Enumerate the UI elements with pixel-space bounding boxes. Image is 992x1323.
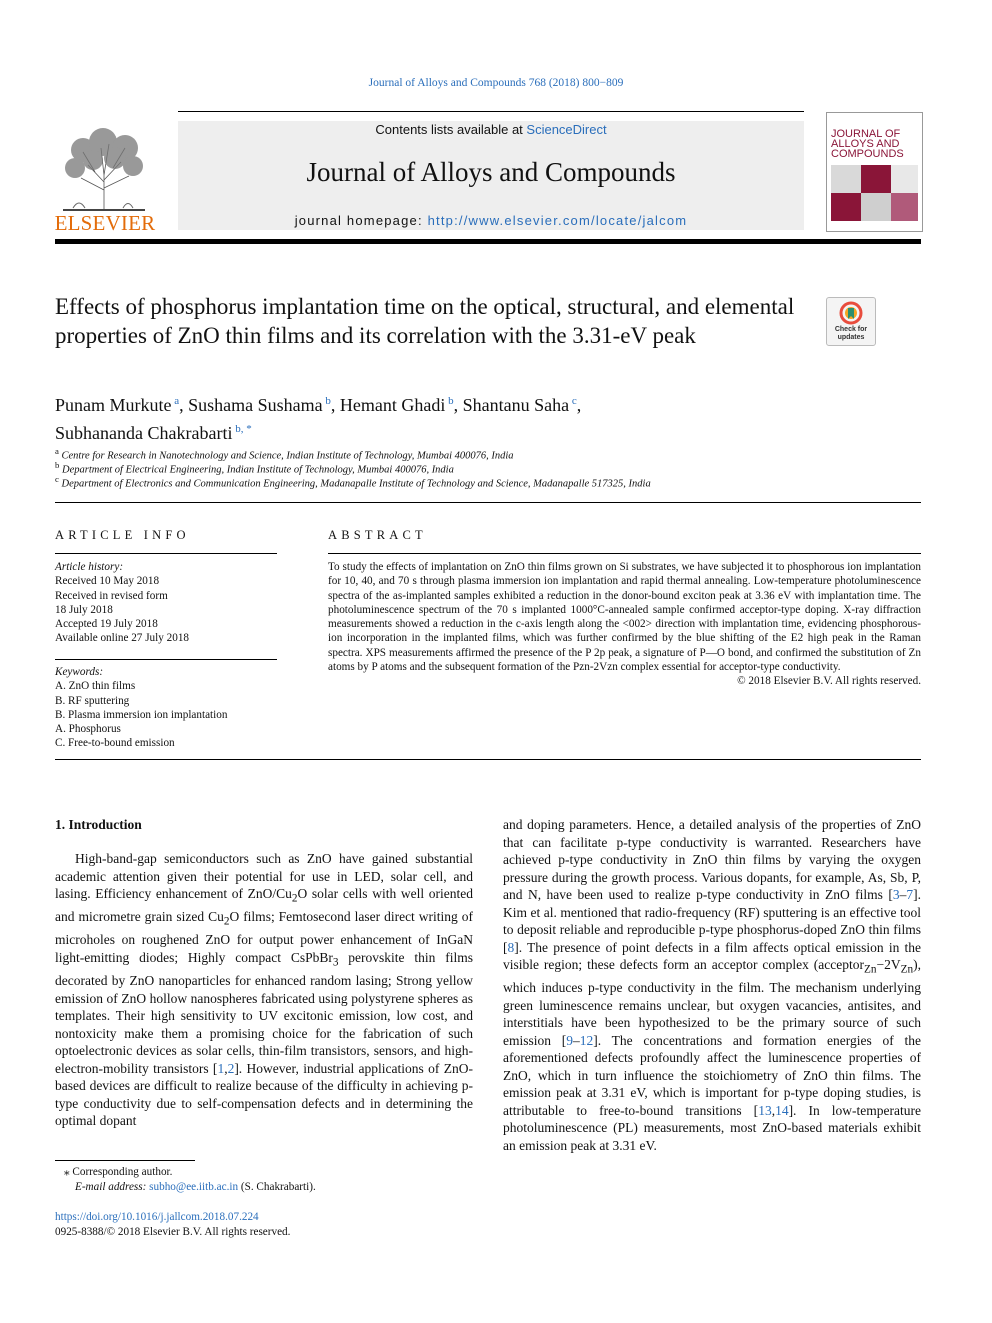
check-updates-label: Check for [834, 326, 868, 333]
author-affiliation-mark[interactable]: b [322, 395, 331, 407]
body-column-right [503, 816, 921, 1154]
keyword-item: B. Plasma immersion ion implantation [55, 708, 228, 721]
abstract [328, 560, 921, 689]
doi-link[interactable]: https://doi.org/10.1016/j.jallcom.2018.07.224 [55, 1211, 259, 1223]
citation-link[interactable]: 9 [566, 1032, 573, 1048]
citation-link[interactable]: 8 [507, 939, 515, 955]
bookmark-icon [839, 301, 863, 325]
check-for-updates-button[interactable] [826, 297, 876, 346]
header-thick-rule [55, 239, 921, 244]
cover-block [891, 193, 918, 221]
citation-link[interactable]: 2 [227, 1060, 235, 1076]
body-column-left [55, 850, 473, 1130]
history-item: Available online 27 July 2018 [55, 632, 190, 645]
author-name[interactable]: Sushama Sushama [188, 395, 323, 415]
history-label: Article history: [55, 561, 124, 573]
article-info-heading: ARTICLE INFO [55, 528, 190, 542]
article-history [55, 560, 277, 646]
cover-title: JOURNAL OF ALLOYS AND COMPOUNDS [831, 128, 904, 160]
cover-block [891, 165, 918, 193]
author-line: Punam Murkute $^a$, Sushama Sushama $^b$, Hemant Ghadi $^b$, Shantanu Saha $^c$, [55, 395, 582, 415]
elsevier-tree-logo [53, 120, 155, 218]
cover-block [861, 193, 891, 221]
divider [55, 659, 277, 660]
abstract-copyright: © 2018 Elsevier B.V. All rights reserved. [737, 675, 921, 688]
author-affiliation-mark[interactable]: c [569, 395, 577, 407]
cover-block [831, 193, 861, 221]
contents-line: Contents lists available at ScienceDirect [375, 122, 607, 137]
abstract-text: To study the effects of implantation on ZnO thin films grown on Si substrates, we have subjected it to phosphorous ion implantation for 10, 40, and 70 s through plasma immersion ion implantation and rapid thermal annealing. Low-temperature photoluminescence spectra of the as-implanted samples exhibited a reduction in the donor-bound exciton peak at 3.36 eV with implantation time. The photoluminescence spectrum of the 70 s implanted 1000°C-annealed sample confirmed acceptor-type doping. X-ray diffraction measurements showed a reduction in the c-axis length along the <002> direction with implantation time, evidencing phosphorous-ion incorporation in the implanted films, which was further confirmed by the blue shifting of the E2 high peak in the Raman spectra. XPS measurements affirmed the presence of the P 2p peak, a signature of P—O bond, and confirmed the substitution of Zn atoms by P atoms and the subsequent formation of the Pzn-2Vzn complex essential for acceptor-type conductivity. [328, 561, 921, 674]
author-name[interactable]: Punam Murkute [55, 395, 172, 415]
journal-banner [178, 121, 804, 230]
abstract-heading: ABSTRACT [328, 528, 427, 542]
divider [55, 502, 921, 503]
keyword-item: A. ZnO thin films [55, 680, 136, 693]
affiliation: $^a$ Centre for Research in Nanotechnology and Science, Indian Institute of Technology, Mumbai 400076, India [55, 446, 514, 462]
journal-citation[interactable]: Journal of Alloys and Compounds 768 (2018) 800−809 [368, 77, 624, 89]
homepage-link[interactable]: http://www.elsevier.com/locate/jalcom [427, 213, 688, 228]
body-paragraph: and doping parameters. Hence, a detailed analysis of the properties of ZnO that can facilitate p-type conductivity is warranted. Researchers have achieved p-type conductivity in ZnO thin films by varying the oxygen pressure during the growth process. Various dopants, for example, As, Sb, P, and N, have been used to realize p-type conductivity in ZnO films [3–7]. Kim et al. mentioned that radio-frequency (RF) sputtering is an effective tool to deposit reliable and reproducible p-type phosphorus-doped ZnO thin films [8]. The presence of point defects in a film affects optical emission in the visible region; these defects form an acceptor complex $(acceptor_{Zn}-2V_{Zn})$, which induces p-type conductivity in the film. The mechanism underlying green luminescence remains unclear, but oxygen vacancies, antisites, and interstitials have been hypothesized to be the primary source of such emission [9–12]. The concentrations and formation energies of the aforementioned defects profoundly affect the luminescence properties of ZnO, which in turn influence the stoichiometry of ZnO thin films. The emission peak at 3.31 eV, which is important for p-type doping studies, is attributable to free-to-bound transitions [13,14]. In low-temperature photoluminescence (PL) measurements, most ZnO-based materials exhibit an emission peak at 3.31 eV. [503, 817, 922, 1153]
article-title: Effects of phosphorus implantation time on the optical, structural, and elemental properties of ZnO thin films and its correlation with the 3.31-eV peak [55, 294, 795, 348]
homepage-line: journal homepage: http://www.elsevier.com/locate/jalcom [294, 213, 688, 228]
journal-cover[interactable] [826, 112, 923, 232]
author-line [55, 418, 815, 444]
author-name[interactable]: Subhananda Chakrabarti [55, 423, 233, 443]
author-affiliation-mark[interactable]: a [171, 395, 180, 407]
citation-link[interactable]: 1 [217, 1060, 225, 1076]
journal-title[interactable]: Journal of Alloys and Compounds [306, 157, 676, 187]
sciencedirect-link[interactable]: ScienceDirect [526, 122, 607, 137]
email-note: E-mail address: subho@ee.iitb.ac.in (S. Chakrabarti). [75, 1181, 316, 1193]
history-item: 18 July 2018 [55, 603, 113, 616]
issn-line: 0925-8388/© 2018 Elsevier B.V. All rights reserved. [55, 1226, 291, 1238]
keyword-item: C. Free-to-bound emission [55, 737, 175, 750]
footnote-rule [55, 1160, 195, 1161]
author-name[interactable]: Shantanu Saha [462, 395, 570, 415]
history-item: Received 10 May 2018 [55, 575, 160, 588]
section-heading: 1. Introduction [55, 817, 142, 832]
divider [328, 553, 921, 554]
check-updates-label: updates [837, 334, 865, 341]
citation-link[interactable]: 7 [906, 887, 914, 902]
keyword-item: B. RF sputtering [55, 694, 130, 707]
cover-block [861, 165, 891, 193]
author-affiliation-mark[interactable]: b, * [232, 423, 252, 435]
author-list [55, 390, 815, 444]
author-name[interactable]: Hemant Ghadi [339, 395, 446, 415]
body-paragraph: High-band-gap semiconductors such as ZnO have gained substantial academic attention given their potential for use in LED, solar cell, and lasing. Efficiency enhancement of ZnO/$Cu_2O$ solar cells with well oriented and micrometre grain sized $Cu_2O$ films; Femtosecond laser direct writing of microholes on roughened ZnO for output power enhancement of InGaN light-emitting diodes; Highly compact CsPbBr$_3$ perovskite thin films decorated by ZnO nanoparticles for enhanced random lasing; Strong yellow emission of ZnO hollow nanospheres fabricated using polystyrene spheres as templates. Their high sensitivity to UV excitonic emission, low cost, and nontoxicity make them a promising choice for the fabrication of such optoelectronic devices as solar cells, thin-film transistors, sensors, and high-electron-mobility transistors [1,2]. However, industrial applications of ZnO-based devices are difficult to realize because of the difficulty in achieving p-type conductivity due to self-compensation defects and in determining the optimal dopant [55, 851, 473, 1129]
keywords-label: Keywords: [55, 666, 104, 678]
history-item: Received in revised form [55, 589, 168, 602]
keyword-item: A. Phosphorus [55, 723, 121, 736]
author-affiliation-mark[interactable]: b [445, 395, 454, 407]
affiliation: $^c$ Department of Electronics and Communication Engineering, Madanapalle Institute of Technology and Science, Madanapalle 517325, India [55, 474, 651, 490]
citation-link[interactable]: 13 [758, 1102, 772, 1118]
keywords [55, 665, 277, 751]
header-rule [178, 111, 804, 112]
publisher-wordmark: ELSEVIER [54, 211, 156, 235]
cover-block [831, 165, 861, 193]
divider [55, 553, 277, 554]
history-item: Accepted 19 July 2018 [55, 618, 158, 631]
citation-link[interactable]: 12 [579, 1032, 594, 1048]
affiliation: $^b$ Department of Electrical Engineering, Indian Institute of Technology, Mumbai 400076, India [55, 460, 454, 476]
divider [55, 759, 921, 760]
citation-link[interactable]: 3 [892, 887, 900, 902]
citation-link[interactable]: 14 [775, 1102, 789, 1118]
email-link[interactable]: subho@ee.iitb.ac.in [149, 1181, 239, 1193]
corresponding-note: ⁎ Corresponding author. [64, 1166, 173, 1178]
